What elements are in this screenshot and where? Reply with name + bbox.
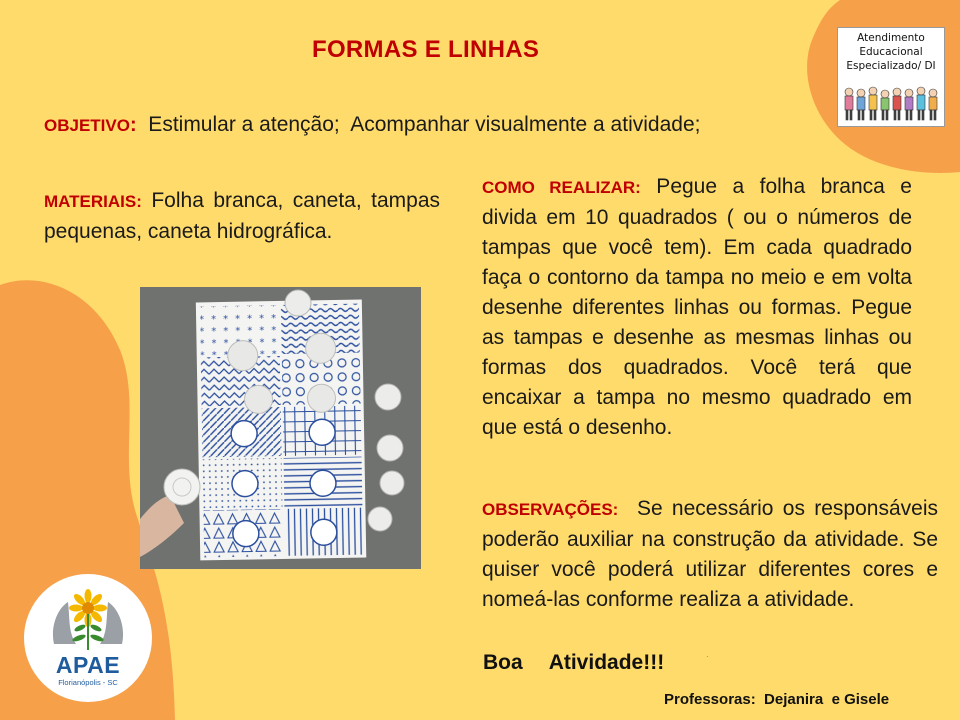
closing-message: [483, 651, 664, 675]
teachers-credit: Professoras: Dejanira e Gisele: [664, 691, 890, 708]
apae-logo: [24, 574, 152, 702]
closing-word-1: Boa: [483, 651, 523, 674]
apae-logo-city: Florianópolis - SC: [58, 678, 118, 687]
page-title: FORMAS E LINHAS: [312, 36, 540, 63]
observacoes-section: [482, 494, 944, 615]
objetivo-colon: :: [129, 114, 137, 136]
badge-line-2: Educacional: [859, 46, 923, 58]
objetivo-text: Estimular a atenção; Acompanhar visualmente a atividade;: [136, 113, 701, 136]
closing-word-2: Atividade!!!: [548, 651, 665, 674]
badge-line-1: Atendimento: [857, 32, 925, 44]
materiais-section: [44, 186, 440, 247]
children-illustration: [842, 84, 942, 122]
objetivo-label: OBJETIVO: [44, 116, 130, 135]
badge-line-3: Especializado/ DI: [846, 60, 936, 72]
como-realizar-section: [482, 172, 912, 443]
objetivo-section: [44, 110, 789, 141]
aee-badge: [837, 27, 945, 127]
small-dot: ·: [706, 652, 709, 661]
materiais-text: Folha branca, caneta, tampas pequenas, caneta hidrográfica.: [44, 189, 440, 243]
observacoes-label: OBSERVAÇÕES:: [482, 500, 619, 519]
materiais-label: MATERIAIS:: [44, 192, 142, 211]
como-realizar-text: Pegue a folha branca e divida em 10 quadrados ( ou o números de tampas que você tem). Em cada quadrado faça o contorno da tampa no meio e em volta desenhe diferentes linhas ou formas. Pegue as tampas e desenhe as mesmas linhas ou formas dos quadrados. Você terá que encaixar a tampa no mesmo quadrado em que está o desenho.: [482, 175, 912, 439]
activity-photo: [140, 287, 421, 569]
apae-logo-name: APAE: [55, 652, 121, 678]
observacoes-text: Se necessário os responsáveis poderão auxiliar na construção da atividade. Se quiser você poderá utilizar diferentes cores e nomeá-las conforme realiza a atividade.: [482, 497, 944, 611]
como-realizar-label: COMO REALIZAR:: [482, 178, 641, 197]
